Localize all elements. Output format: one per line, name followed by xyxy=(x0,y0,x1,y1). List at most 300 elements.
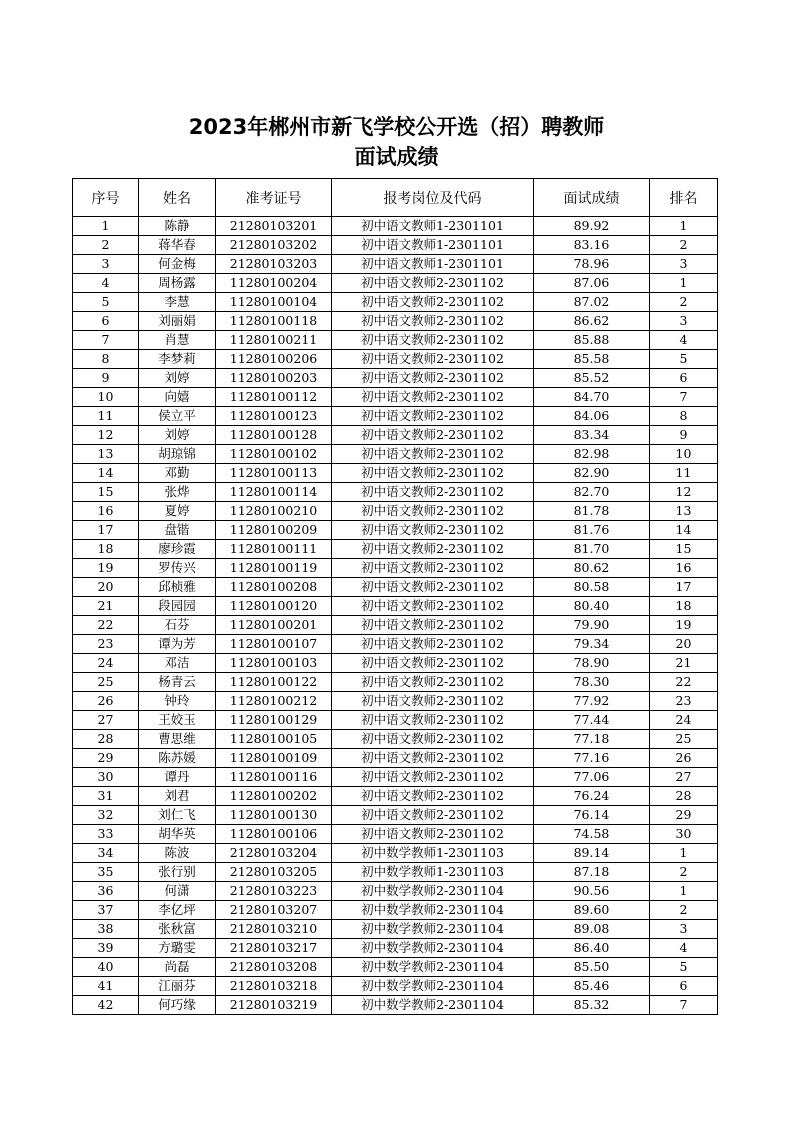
cell-name: 罗传兴 xyxy=(139,559,216,578)
table-row xyxy=(73,312,718,331)
cell-name: 李慧 xyxy=(139,293,216,312)
table-row xyxy=(73,445,718,464)
cell-score: 80.62 xyxy=(534,559,650,578)
cell-score: 80.40 xyxy=(534,597,650,616)
cell-index: 41 xyxy=(73,977,139,996)
cell-exam-id: 11280100201 xyxy=(216,616,332,635)
cell-exam-id: 11280100210 xyxy=(216,502,332,521)
cell-position: 初中语文教师2-2301102 xyxy=(332,559,534,578)
cell-index: 23 xyxy=(73,635,139,654)
cell-index: 12 xyxy=(73,426,139,445)
table-row xyxy=(73,654,718,673)
cell-index: 25 xyxy=(73,673,139,692)
cell-name: 石芬 xyxy=(139,616,216,635)
cell-index: 6 xyxy=(73,312,139,331)
table-header-row xyxy=(73,179,718,217)
table-row xyxy=(73,274,718,293)
cell-exam-id: 11280100107 xyxy=(216,635,332,654)
table-row xyxy=(73,350,718,369)
cell-index: 21 xyxy=(73,597,139,616)
cell-score: 81.70 xyxy=(534,540,650,559)
cell-index: 16 xyxy=(73,502,139,521)
table-row xyxy=(73,217,718,236)
cell-index: 30 xyxy=(73,768,139,787)
cell-score: 77.44 xyxy=(534,711,650,730)
cell-rank: 21 xyxy=(650,654,718,673)
cell-position: 初中语文教师2-2301102 xyxy=(332,388,534,407)
cell-name: 邓勤 xyxy=(139,464,216,483)
cell-name: 刘婷 xyxy=(139,426,216,445)
cell-name: 杨青云 xyxy=(139,673,216,692)
cell-rank: 5 xyxy=(650,958,718,977)
cell-rank: 4 xyxy=(650,939,718,958)
cell-position: 初中语文教师2-2301102 xyxy=(332,407,534,426)
table-row xyxy=(73,920,718,939)
cell-position: 初中语文教师2-2301102 xyxy=(332,483,534,502)
cell-position: 初中语文教师2-2301102 xyxy=(332,711,534,730)
cell-exam-id: 11280100120 xyxy=(216,597,332,616)
table-row xyxy=(73,825,718,844)
cell-name: 胡琼锦 xyxy=(139,445,216,464)
table-row xyxy=(73,844,718,863)
cell-position: 初中数学教师2-2301104 xyxy=(332,939,534,958)
cell-score: 76.14 xyxy=(534,806,650,825)
cell-name: 蒋华春 xyxy=(139,236,216,255)
cell-position: 初中语文教师2-2301102 xyxy=(332,597,534,616)
cell-index: 7 xyxy=(73,331,139,350)
cell-exam-id: 11280100212 xyxy=(216,692,332,711)
cell-exam-id: 21280103204 xyxy=(216,844,332,863)
table-row xyxy=(73,236,718,255)
table-row xyxy=(73,331,718,350)
cell-exam-id: 21280103203 xyxy=(216,255,332,274)
cell-rank: 10 xyxy=(650,445,718,464)
cell-index: 31 xyxy=(73,787,139,806)
cell-exam-id: 21280103202 xyxy=(216,236,332,255)
cell-score: 86.40 xyxy=(534,939,650,958)
cell-position: 初中语文教师1-2301101 xyxy=(332,255,534,274)
cell-name: 何金梅 xyxy=(139,255,216,274)
cell-name: 胡华英 xyxy=(139,825,216,844)
cell-exam-id: 21280103219 xyxy=(216,996,332,1015)
cell-index: 20 xyxy=(73,578,139,597)
cell-score: 83.34 xyxy=(534,426,650,445)
cell-position: 初中语文教师2-2301102 xyxy=(332,331,534,350)
cell-position: 初中语文教师2-2301102 xyxy=(332,635,534,654)
cell-rank: 2 xyxy=(650,293,718,312)
cell-score: 89.92 xyxy=(534,217,650,236)
cell-score: 87.18 xyxy=(534,863,650,882)
cell-score: 85.50 xyxy=(534,958,650,977)
table-row xyxy=(73,692,718,711)
cell-position: 初中语文教师1-2301101 xyxy=(332,217,534,236)
cell-position: 初中语文教师2-2301102 xyxy=(332,293,534,312)
cell-exam-id: 11280100206 xyxy=(216,350,332,369)
table-row xyxy=(73,597,718,616)
cell-exam-id: 11280100129 xyxy=(216,711,332,730)
cell-index: 37 xyxy=(73,901,139,920)
cell-rank: 27 xyxy=(650,768,718,787)
cell-index: 38 xyxy=(73,920,139,939)
cell-position: 初中数学教师2-2301104 xyxy=(332,996,534,1015)
cell-name: 张秋富 xyxy=(139,920,216,939)
table-row xyxy=(73,787,718,806)
cell-index: 18 xyxy=(73,540,139,559)
cell-rank: 30 xyxy=(650,825,718,844)
table-row xyxy=(73,996,718,1015)
cell-position: 初中数学教师2-2301104 xyxy=(332,958,534,977)
cell-rank: 28 xyxy=(650,787,718,806)
cell-name: 李梦莉 xyxy=(139,350,216,369)
header-rank: 排名 xyxy=(650,179,718,217)
cell-index: 10 xyxy=(73,388,139,407)
cell-name: 肖慧 xyxy=(139,331,216,350)
cell-rank: 1 xyxy=(650,882,718,901)
cell-position: 初中语文教师2-2301102 xyxy=(332,369,534,388)
cell-index: 22 xyxy=(73,616,139,635)
cell-position: 初中语文教师2-2301102 xyxy=(332,616,534,635)
cell-name: 曹思维 xyxy=(139,730,216,749)
cell-rank: 12 xyxy=(650,483,718,502)
cell-position: 初中语文教师2-2301102 xyxy=(332,654,534,673)
cell-name: 张行别 xyxy=(139,863,216,882)
table-row xyxy=(73,559,718,578)
cell-index: 27 xyxy=(73,711,139,730)
cell-name: 江丽芬 xyxy=(139,977,216,996)
cell-exam-id: 11280100202 xyxy=(216,787,332,806)
cell-rank: 1 xyxy=(650,217,718,236)
cell-score: 89.14 xyxy=(534,844,650,863)
cell-rank: 15 xyxy=(650,540,718,559)
cell-rank: 1 xyxy=(650,844,718,863)
cell-index: 1 xyxy=(73,217,139,236)
cell-exam-id: 11280100211 xyxy=(216,331,332,350)
cell-exam-id: 11280100128 xyxy=(216,426,332,445)
cell-exam-id: 11280100123 xyxy=(216,407,332,426)
cell-name: 夏婷 xyxy=(139,502,216,521)
cell-rank: 25 xyxy=(650,730,718,749)
table-row xyxy=(73,730,718,749)
table-row xyxy=(73,407,718,426)
table-row xyxy=(73,711,718,730)
header-score: 面试成绩 xyxy=(534,179,650,217)
cell-name: 廖珍霞 xyxy=(139,540,216,559)
table-row xyxy=(73,635,718,654)
cell-position: 初中语文教师1-2301101 xyxy=(332,236,534,255)
cell-name: 刘仁飞 xyxy=(139,806,216,825)
table-row xyxy=(73,293,718,312)
cell-rank: 22 xyxy=(650,673,718,692)
cell-exam-id: 11280100105 xyxy=(216,730,332,749)
cell-rank: 8 xyxy=(650,407,718,426)
table-row xyxy=(73,863,718,882)
cell-score: 86.62 xyxy=(534,312,650,331)
cell-score: 82.70 xyxy=(534,483,650,502)
cell-position: 初中语文教师2-2301102 xyxy=(332,521,534,540)
table-row xyxy=(73,768,718,787)
cell-position: 初中语文教师2-2301102 xyxy=(332,787,534,806)
cell-index: 40 xyxy=(73,958,139,977)
cell-exam-id: 21280103201 xyxy=(216,217,332,236)
cell-rank: 16 xyxy=(650,559,718,578)
cell-exam-id: 21280103223 xyxy=(216,882,332,901)
cell-score: 77.18 xyxy=(534,730,650,749)
cell-rank: 2 xyxy=(650,236,718,255)
cell-score: 74.58 xyxy=(534,825,650,844)
table-row xyxy=(73,464,718,483)
cell-name: 何潇 xyxy=(139,882,216,901)
cell-position: 初中语文教师2-2301102 xyxy=(332,825,534,844)
cell-score: 85.52 xyxy=(534,369,650,388)
cell-score: 81.76 xyxy=(534,521,650,540)
cell-rank: 4 xyxy=(650,331,718,350)
cell-rank: 2 xyxy=(650,863,718,882)
cell-position: 初中数学教师2-2301104 xyxy=(332,882,534,901)
cell-score: 84.06 xyxy=(534,407,650,426)
cell-name: 谭丹 xyxy=(139,768,216,787)
cell-name: 向嬉 xyxy=(139,388,216,407)
table-row xyxy=(73,426,718,445)
table-row xyxy=(73,616,718,635)
table-row xyxy=(73,483,718,502)
cell-name: 方璐雯 xyxy=(139,939,216,958)
cell-index: 39 xyxy=(73,939,139,958)
cell-index: 14 xyxy=(73,464,139,483)
cell-rank: 24 xyxy=(650,711,718,730)
cell-rank: 1 xyxy=(650,274,718,293)
cell-position: 初中数学教师1-2301103 xyxy=(332,863,534,882)
cell-position: 初中语文教师2-2301102 xyxy=(332,445,534,464)
cell-name: 尚磊 xyxy=(139,958,216,977)
cell-rank: 11 xyxy=(650,464,718,483)
cell-index: 11 xyxy=(73,407,139,426)
cell-name: 李亿坪 xyxy=(139,901,216,920)
cell-rank: 6 xyxy=(650,977,718,996)
cell-name: 王姣玉 xyxy=(139,711,216,730)
cell-rank: 7 xyxy=(650,996,718,1015)
cell-index: 9 xyxy=(73,369,139,388)
cell-index: 4 xyxy=(73,274,139,293)
header-name: 姓名 xyxy=(139,179,216,217)
cell-index: 29 xyxy=(73,749,139,768)
cell-position: 初中语文教师2-2301102 xyxy=(332,312,534,331)
cell-name: 谭为芳 xyxy=(139,635,216,654)
cell-exam-id: 21280103207 xyxy=(216,901,332,920)
cell-rank: 23 xyxy=(650,692,718,711)
table-row xyxy=(73,977,718,996)
cell-exam-id: 21280103218 xyxy=(216,977,332,996)
cell-score: 85.58 xyxy=(534,350,650,369)
cell-exam-id: 11280100102 xyxy=(216,445,332,464)
cell-exam-id: 11280100104 xyxy=(216,293,332,312)
cell-score: 78.90 xyxy=(534,654,650,673)
cell-exam-id: 11280100116 xyxy=(216,768,332,787)
cell-exam-id: 11280100112 xyxy=(216,388,332,407)
cell-rank: 17 xyxy=(650,578,718,597)
cell-rank: 20 xyxy=(650,635,718,654)
cell-index: 15 xyxy=(73,483,139,502)
cell-rank: 14 xyxy=(650,521,718,540)
cell-score: 87.06 xyxy=(534,274,650,293)
cell-score: 77.06 xyxy=(534,768,650,787)
table-row xyxy=(73,369,718,388)
cell-exam-id: 11280100209 xyxy=(216,521,332,540)
page-title: 2023年郴州市新飞学校公开选（招）聘教师 xyxy=(188,115,605,139)
cell-score: 78.96 xyxy=(534,255,650,274)
cell-score: 89.60 xyxy=(534,901,650,920)
cell-score: 77.16 xyxy=(534,749,650,768)
table-row xyxy=(73,749,718,768)
cell-score: 80.58 xyxy=(534,578,650,597)
score-table xyxy=(72,178,718,1015)
cell-index: 19 xyxy=(73,559,139,578)
cell-name: 张烨 xyxy=(139,483,216,502)
cell-rank: 19 xyxy=(650,616,718,635)
cell-name: 陈静 xyxy=(139,217,216,236)
cell-name: 陈波 xyxy=(139,844,216,863)
cell-score: 87.02 xyxy=(534,293,650,312)
cell-exam-id: 11280100109 xyxy=(216,749,332,768)
cell-rank: 18 xyxy=(650,597,718,616)
cell-index: 24 xyxy=(73,654,139,673)
cell-name: 周杨露 xyxy=(139,274,216,293)
cell-rank: 2 xyxy=(650,901,718,920)
cell-score: 85.32 xyxy=(534,996,650,1015)
cell-exam-id: 11280100111 xyxy=(216,540,332,559)
cell-score: 83.16 xyxy=(534,236,650,255)
cell-name: 段园园 xyxy=(139,597,216,616)
cell-index: 17 xyxy=(73,521,139,540)
cell-name: 刘君 xyxy=(139,787,216,806)
cell-rank: 7 xyxy=(650,388,718,407)
table-row xyxy=(73,255,718,274)
cell-name: 盘锴 xyxy=(139,521,216,540)
cell-score: 77.92 xyxy=(534,692,650,711)
table-body xyxy=(73,217,718,1015)
cell-index: 35 xyxy=(73,863,139,882)
header-position: 报考岗位及代码 xyxy=(332,179,534,217)
cell-position: 初中语文教师2-2301102 xyxy=(332,806,534,825)
cell-index: 2 xyxy=(73,236,139,255)
cell-exam-id: 11280100119 xyxy=(216,559,332,578)
table-row xyxy=(73,673,718,692)
cell-rank: 3 xyxy=(650,255,718,274)
cell-position: 初中语文教师2-2301102 xyxy=(332,730,534,749)
table-row xyxy=(73,939,718,958)
cell-score: 79.34 xyxy=(534,635,650,654)
cell-score: 81.78 xyxy=(534,502,650,521)
header-exam-id: 准考证号 xyxy=(216,179,332,217)
cell-name: 刘丽娟 xyxy=(139,312,216,331)
cell-position: 初中数学教师2-2301104 xyxy=(332,977,534,996)
cell-name: 邓洁 xyxy=(139,654,216,673)
cell-rank: 3 xyxy=(650,920,718,939)
cell-index: 13 xyxy=(73,445,139,464)
cell-score: 85.88 xyxy=(534,331,650,350)
table-row xyxy=(73,502,718,521)
table-row xyxy=(73,521,718,540)
cell-index: 42 xyxy=(73,996,139,1015)
cell-position: 初中语文教师2-2301102 xyxy=(332,578,534,597)
cell-index: 32 xyxy=(73,806,139,825)
cell-position: 初中语文教师2-2301102 xyxy=(332,426,534,445)
cell-rank: 5 xyxy=(650,350,718,369)
cell-position: 初中语文教师2-2301102 xyxy=(332,274,534,293)
cell-exam-id: 11280100114 xyxy=(216,483,332,502)
cell-name: 邱桢雅 xyxy=(139,578,216,597)
cell-exam-id: 11280100118 xyxy=(216,312,332,331)
cell-position: 初中数学教师1-2301103 xyxy=(332,844,534,863)
cell-exam-id: 11280100204 xyxy=(216,274,332,293)
cell-exam-id: 11280100122 xyxy=(216,673,332,692)
cell-position: 初中语文教师2-2301102 xyxy=(332,350,534,369)
cell-index: 33 xyxy=(73,825,139,844)
cell-score: 85.46 xyxy=(534,977,650,996)
cell-rank: 9 xyxy=(650,426,718,445)
cell-position: 初中语文教师2-2301102 xyxy=(332,540,534,559)
table-row xyxy=(73,578,718,597)
cell-position: 初中语文教师2-2301102 xyxy=(332,768,534,787)
cell-exam-id: 21280103208 xyxy=(216,958,332,977)
cell-name: 钟玲 xyxy=(139,692,216,711)
cell-rank: 13 xyxy=(650,502,718,521)
cell-index: 36 xyxy=(73,882,139,901)
cell-rank: 26 xyxy=(650,749,718,768)
cell-score: 78.30 xyxy=(534,673,650,692)
page-subtitle: 面试成绩 xyxy=(354,145,439,169)
cell-index: 5 xyxy=(73,293,139,312)
cell-name: 陈苏媛 xyxy=(139,749,216,768)
cell-name: 侯立平 xyxy=(139,407,216,426)
cell-position: 初中数学教师2-2301104 xyxy=(332,920,534,939)
cell-exam-id: 21280103205 xyxy=(216,863,332,882)
cell-position: 初中语文教师2-2301102 xyxy=(332,464,534,483)
cell-index: 3 xyxy=(73,255,139,274)
table-row xyxy=(73,958,718,977)
cell-exam-id: 11280100208 xyxy=(216,578,332,597)
cell-exam-id: 11280100113 xyxy=(216,464,332,483)
cell-position: 初中语文教师2-2301102 xyxy=(332,692,534,711)
table-row xyxy=(73,806,718,825)
cell-exam-id: 21280103217 xyxy=(216,939,332,958)
cell-score: 90.56 xyxy=(534,882,650,901)
cell-exam-id: 11280100130 xyxy=(216,806,332,825)
cell-name: 刘婷 xyxy=(139,369,216,388)
cell-exam-id: 11280100103 xyxy=(216,654,332,673)
cell-position: 初中数学教师2-2301104 xyxy=(332,901,534,920)
cell-rank: 29 xyxy=(650,806,718,825)
cell-score: 76.24 xyxy=(534,787,650,806)
cell-position: 初中语文教师2-2301102 xyxy=(332,673,534,692)
table-row xyxy=(73,388,718,407)
cell-position: 初中语文教师2-2301102 xyxy=(332,502,534,521)
cell-score: 79.90 xyxy=(534,616,650,635)
cell-index: 8 xyxy=(73,350,139,369)
cell-rank: 6 xyxy=(650,369,718,388)
table-row xyxy=(73,882,718,901)
cell-score: 82.98 xyxy=(534,445,650,464)
cell-position: 初中语文教师2-2301102 xyxy=(332,749,534,768)
cell-index: 26 xyxy=(73,692,139,711)
cell-score: 82.90 xyxy=(534,464,650,483)
cell-rank: 3 xyxy=(650,312,718,331)
cell-score: 89.08 xyxy=(534,920,650,939)
cell-score: 84.70 xyxy=(534,388,650,407)
header-index: 序号 xyxy=(73,179,139,217)
cell-name: 何巧缘 xyxy=(139,996,216,1015)
cell-exam-id: 11280100106 xyxy=(216,825,332,844)
table-row xyxy=(73,540,718,559)
